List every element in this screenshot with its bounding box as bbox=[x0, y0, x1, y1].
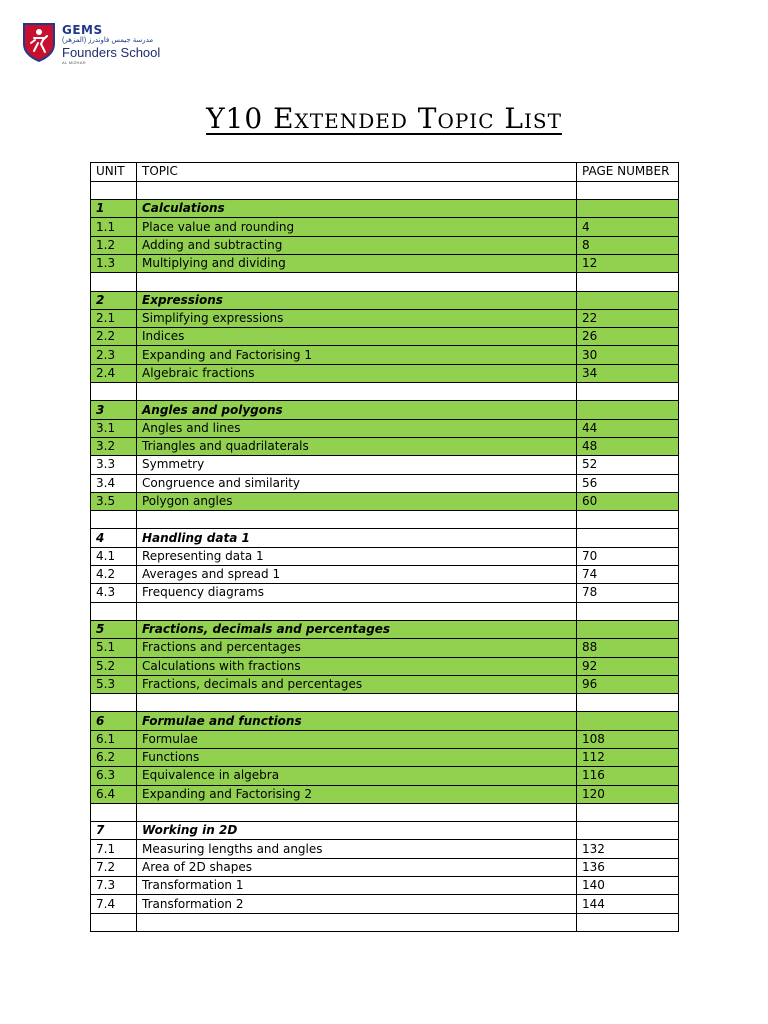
unit-cell bbox=[91, 913, 137, 931]
table-header-row bbox=[91, 163, 679, 182]
unit-cell: 4.1 bbox=[91, 547, 137, 565]
unit-cell: 6 bbox=[91, 712, 137, 730]
topic-cell bbox=[137, 803, 577, 821]
topic-row bbox=[91, 877, 679, 895]
blank-row bbox=[91, 273, 679, 291]
unit-cell bbox=[91, 602, 137, 620]
topic-row bbox=[91, 895, 679, 913]
unit-cell: 6.2 bbox=[91, 749, 137, 767]
topic-row bbox=[91, 309, 679, 327]
unit-heading-row bbox=[91, 712, 679, 730]
unit-cell: 2.3 bbox=[91, 346, 137, 364]
unit-cell: 6.3 bbox=[91, 767, 137, 785]
topic-table bbox=[90, 162, 679, 932]
topic-cell: Calculations with fractions bbox=[137, 657, 577, 675]
topic-cell bbox=[137, 694, 577, 712]
page-number-cell: 74 bbox=[577, 566, 679, 584]
page-number-cell: 112 bbox=[577, 749, 679, 767]
topic-row bbox=[91, 474, 679, 492]
topic-row bbox=[91, 364, 679, 382]
unit-cell: 7.1 bbox=[91, 840, 137, 858]
topic-cell: Transformation 2 bbox=[137, 895, 577, 913]
unit-cell: 3.1 bbox=[91, 419, 137, 437]
page-number-cell: 12 bbox=[577, 254, 679, 272]
page-number-cell bbox=[577, 529, 679, 547]
page-number-cell: 88 bbox=[577, 639, 679, 657]
page-number-cell bbox=[577, 620, 679, 638]
page-number-cell: 44 bbox=[577, 419, 679, 437]
topic-cell: Functions bbox=[137, 749, 577, 767]
page-number-cell bbox=[577, 913, 679, 931]
topic-row bbox=[91, 785, 679, 803]
page-number-cell bbox=[577, 511, 679, 529]
page-number-cell: 136 bbox=[577, 858, 679, 876]
topic-row bbox=[91, 566, 679, 584]
unit-cell: 3.5 bbox=[91, 492, 137, 510]
topic-cell: Frequency diagrams bbox=[137, 584, 577, 602]
blank-row bbox=[91, 602, 679, 620]
page-number-cell: 34 bbox=[577, 364, 679, 382]
topic-cell: Averages and spread 1 bbox=[137, 566, 577, 584]
page-number-cell: 30 bbox=[577, 346, 679, 364]
page-number-cell: 96 bbox=[577, 675, 679, 693]
page-number-cell bbox=[577, 712, 679, 730]
topic-cell: Transformation 1 bbox=[137, 877, 577, 895]
unit-cell: 7 bbox=[91, 822, 137, 840]
topic-row bbox=[91, 547, 679, 565]
unit-heading-row bbox=[91, 401, 679, 419]
unit-cell bbox=[91, 273, 137, 291]
unit-cell: 5 bbox=[91, 620, 137, 638]
page-number-cell: 26 bbox=[577, 328, 679, 346]
topic-cell: Fractions, decimals and percentages bbox=[137, 675, 577, 693]
topic-cell: Place value and rounding bbox=[137, 218, 577, 236]
topic-row bbox=[91, 346, 679, 364]
unit-cell: 5.1 bbox=[91, 639, 137, 657]
topic-cell: Expanding and Factorising 1 bbox=[137, 346, 577, 364]
topic-cell: Area of 2D shapes bbox=[137, 858, 577, 876]
page-number-cell: 120 bbox=[577, 785, 679, 803]
topic-row bbox=[91, 657, 679, 675]
topic-row bbox=[91, 419, 679, 437]
page-title bbox=[0, 102, 768, 136]
unit-cell: 2 bbox=[91, 291, 137, 309]
topic-cell: Working in 2D bbox=[137, 822, 577, 840]
topic-cell bbox=[137, 273, 577, 291]
unit-heading-row bbox=[91, 822, 679, 840]
unit-heading-row bbox=[91, 291, 679, 309]
unit-cell: 3.3 bbox=[91, 456, 137, 474]
blank-row bbox=[91, 803, 679, 821]
topic-cell bbox=[137, 602, 577, 620]
topic-row bbox=[91, 218, 679, 236]
topic-row bbox=[91, 858, 679, 876]
blank-row bbox=[91, 181, 679, 199]
page-number-cell bbox=[577, 602, 679, 620]
page-number-cell: 116 bbox=[577, 767, 679, 785]
topic-row bbox=[91, 730, 679, 748]
logo-brand: GEMS bbox=[62, 23, 103, 37]
unit-cell: 2.4 bbox=[91, 364, 137, 382]
page-number-cell: 48 bbox=[577, 437, 679, 455]
topic-cell: Expanding and Factorising 2 bbox=[137, 785, 577, 803]
unit-column-header: UNIT bbox=[91, 163, 137, 182]
unit-cell: 7.2 bbox=[91, 858, 137, 876]
unit-cell: 2.1 bbox=[91, 309, 137, 327]
page-number-cell: 92 bbox=[577, 657, 679, 675]
unit-cell bbox=[91, 694, 137, 712]
topic-row bbox=[91, 437, 679, 455]
topic-cell: Fractions, decimals and percentages bbox=[137, 620, 577, 638]
page-number-cell: 78 bbox=[577, 584, 679, 602]
logo-school-name: Founders School bbox=[62, 45, 161, 60]
topic-row bbox=[91, 767, 679, 785]
topic-cell: Algebraic fractions bbox=[137, 364, 577, 382]
topic-cell: Expressions bbox=[137, 291, 577, 309]
unit-cell: 7.3 bbox=[91, 877, 137, 895]
unit-cell bbox=[91, 383, 137, 401]
topic-row bbox=[91, 749, 679, 767]
unit-cell: 4.3 bbox=[91, 584, 137, 602]
blank-row bbox=[91, 913, 679, 931]
topic-cell: Triangles and quadrilaterals bbox=[137, 437, 577, 455]
unit-cell: 1.1 bbox=[91, 218, 137, 236]
topic-row bbox=[91, 456, 679, 474]
unit-cell: 6.4 bbox=[91, 785, 137, 803]
page-number-cell: 8 bbox=[577, 236, 679, 254]
page-number-cell: 4 bbox=[577, 218, 679, 236]
unit-cell: 5.2 bbox=[91, 657, 137, 675]
unit-cell: 1 bbox=[91, 200, 137, 218]
page-title-text: Y10 Extended Topic List bbox=[206, 102, 562, 135]
topic-cell bbox=[137, 511, 577, 529]
topic-row bbox=[91, 675, 679, 693]
topic-cell: Formulae and functions bbox=[137, 712, 577, 730]
page-number-cell: 132 bbox=[577, 840, 679, 858]
topic-cell: Calculations bbox=[137, 200, 577, 218]
topic-row bbox=[91, 840, 679, 858]
topic-cell: Multiplying and dividing bbox=[137, 254, 577, 272]
topic-cell: Formulae bbox=[137, 730, 577, 748]
unit-cell: 3.4 bbox=[91, 474, 137, 492]
page-number-cell: 60 bbox=[577, 492, 679, 510]
topic-cell bbox=[137, 181, 577, 199]
topic-cell: Polygon angles bbox=[137, 492, 577, 510]
unit-cell: 4.2 bbox=[91, 566, 137, 584]
topic-cell bbox=[137, 913, 577, 931]
unit-cell bbox=[91, 803, 137, 821]
page-number-cell bbox=[577, 200, 679, 218]
school-crest-icon bbox=[22, 22, 56, 62]
topic-cell: Measuring lengths and angles bbox=[137, 840, 577, 858]
topic-cell: Congruence and similarity bbox=[137, 474, 577, 492]
topic-row bbox=[91, 236, 679, 254]
page-number-cell: 56 bbox=[577, 474, 679, 492]
topic-cell: Fractions and percentages bbox=[137, 639, 577, 657]
topic-cell: Handling data 1 bbox=[137, 529, 577, 547]
page-number-cell bbox=[577, 291, 679, 309]
topic-cell: Symmetry bbox=[137, 456, 577, 474]
topic-column-header: TOPIC bbox=[137, 163, 577, 182]
logo-arabic-name: مدرسة جيمس فاوندرز (المزهر) bbox=[62, 37, 154, 44]
topic-row bbox=[91, 492, 679, 510]
unit-cell: 5.3 bbox=[91, 675, 137, 693]
page-number-cell bbox=[577, 803, 679, 821]
school-logo bbox=[22, 22, 172, 66]
topic-row bbox=[91, 328, 679, 346]
unit-heading-row bbox=[91, 529, 679, 547]
blank-row bbox=[91, 694, 679, 712]
page-number-cell bbox=[577, 181, 679, 199]
topic-cell: Indices bbox=[137, 328, 577, 346]
unit-cell: 1.2 bbox=[91, 236, 137, 254]
blank-row bbox=[91, 383, 679, 401]
page-number-column-header: PAGE NUMBER bbox=[577, 163, 679, 182]
page-number-cell bbox=[577, 401, 679, 419]
page-number-cell: 144 bbox=[577, 895, 679, 913]
topic-cell: Adding and subtracting bbox=[137, 236, 577, 254]
unit-cell: 1.3 bbox=[91, 254, 137, 272]
logo-campus: AL MIZHAR bbox=[62, 60, 86, 65]
unit-cell: 7.4 bbox=[91, 895, 137, 913]
unit-cell: 3 bbox=[91, 401, 137, 419]
unit-heading-row bbox=[91, 200, 679, 218]
topic-cell: Representing data 1 bbox=[137, 547, 577, 565]
unit-cell: 6.1 bbox=[91, 730, 137, 748]
topic-row bbox=[91, 584, 679, 602]
page-number-cell: 140 bbox=[577, 877, 679, 895]
unit-cell: 3.2 bbox=[91, 437, 137, 455]
page-number-cell bbox=[577, 273, 679, 291]
page-number-cell: 108 bbox=[577, 730, 679, 748]
topic-row bbox=[91, 254, 679, 272]
unit-heading-row bbox=[91, 620, 679, 638]
unit-cell: 4 bbox=[91, 529, 137, 547]
topic-cell: Equivalence in algebra bbox=[137, 767, 577, 785]
topic-row bbox=[91, 639, 679, 657]
page-number-cell bbox=[577, 822, 679, 840]
topic-cell: Angles and polygons bbox=[137, 401, 577, 419]
unit-cell bbox=[91, 511, 137, 529]
blank-row bbox=[91, 511, 679, 529]
unit-cell: 2.2 bbox=[91, 328, 137, 346]
unit-cell bbox=[91, 181, 137, 199]
page-number-cell: 52 bbox=[577, 456, 679, 474]
topic-cell: Simplifying expressions bbox=[137, 309, 577, 327]
topic-cell: Angles and lines bbox=[137, 419, 577, 437]
page-number-cell bbox=[577, 383, 679, 401]
page-number-cell: 70 bbox=[577, 547, 679, 565]
topic-cell bbox=[137, 383, 577, 401]
page-number-cell: 22 bbox=[577, 309, 679, 327]
page-number-cell bbox=[577, 694, 679, 712]
